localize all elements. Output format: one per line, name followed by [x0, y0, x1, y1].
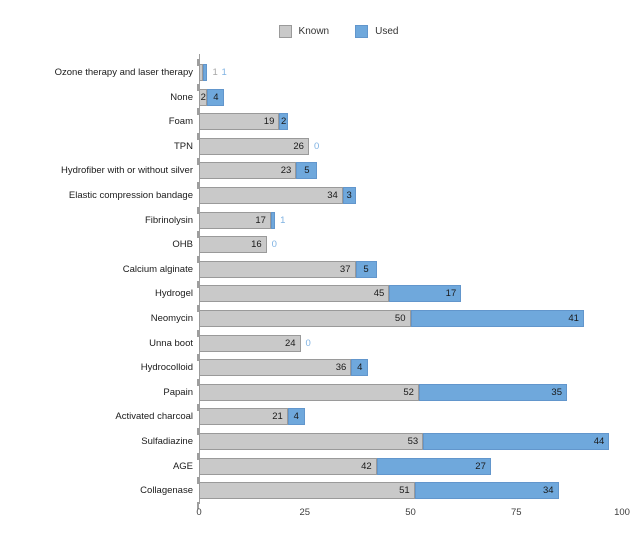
value-label-known: 1 [212, 67, 218, 78]
value-label-used: 4 [293, 411, 299, 423]
legend-item-known [279, 25, 330, 38]
value-label-used: 5 [363, 263, 369, 275]
x-tick-label: 25 [299, 507, 311, 518]
category-label: Elastic compression bandage [68, 190, 193, 201]
value-label-used: 1 [280, 214, 286, 226]
value-label-known: 37 [339, 263, 351, 275]
category-label: Ozone therapy and laser therapy [54, 67, 193, 78]
value-label-known: 21 [272, 411, 283, 423]
value-label-used: 34 [542, 485, 554, 497]
x-tick-label: 50 [405, 507, 416, 518]
legend-used-label: Used [375, 26, 399, 37]
legend-known-swatch-icon [279, 25, 292, 38]
category-label: Collagenase [140, 485, 193, 497]
value-label-known: 16 [251, 239, 262, 251]
category-label: Sulfadiazine [141, 436, 193, 447]
value-label-used: 27 [475, 460, 486, 472]
value-label-used: 3 [346, 190, 352, 201]
value-label-known: 19 [263, 116, 275, 128]
category-label: Hydrogel [154, 288, 193, 300]
value-label-known: 23 [280, 165, 292, 177]
value-label-used: 2 [280, 116, 287, 128]
value-label-known: 51 [399, 485, 410, 497]
value-label-used: 35 [551, 386, 562, 398]
value-label-used: 0 [271, 239, 277, 251]
category-label: Activated charcoal [115, 411, 193, 423]
legend [17, 25, 643, 38]
value-label-known: 50 [394, 313, 406, 324]
value-label-known: 42 [361, 460, 372, 472]
bar-segment-used [203, 64, 207, 81]
category-label: Calcium alginate [122, 263, 193, 275]
value-label-known: 52 [403, 386, 414, 398]
value-label-known: 24 [284, 337, 296, 349]
value-label-known: 26 [293, 140, 304, 152]
value-label-used: 44 [593, 436, 605, 447]
legend-item-used [355, 25, 398, 38]
value-label-known: 34 [327, 190, 338, 201]
value-label-known: 17 [255, 214, 266, 226]
value-label-used: 4 [357, 362, 363, 374]
legend-used-swatch-icon [355, 25, 368, 38]
value-label-used: 17 [445, 288, 457, 300]
category-label: Foam [168, 116, 193, 128]
x-tick-label: 75 [510, 507, 522, 518]
category-label: Hydrofiber with or without silver [61, 165, 193, 177]
value-label-known: 53 [407, 436, 419, 447]
category-label: AGE [172, 460, 193, 472]
x-tick-label: 0 [196, 507, 202, 518]
value-label-used: 1 [221, 67, 227, 78]
category-label: Hydrocolloid [140, 362, 193, 374]
x-tick-label: 100 [614, 507, 630, 518]
value-label-known: 45 [373, 288, 385, 300]
category-label: Neomycin [150, 313, 193, 324]
value-label-used: 41 [568, 313, 579, 324]
category-label: None [170, 91, 193, 103]
value-label-used: 5 [304, 165, 310, 177]
value-label-used: 4 [213, 91, 219, 103]
value-label-known: 2 [200, 91, 206, 103]
legend-known-label: Known [298, 26, 330, 37]
bar-segment-used [271, 212, 275, 229]
category-label: TPN [174, 140, 193, 152]
category-label: Papain [163, 386, 193, 398]
value-label-used: 0 [305, 337, 311, 349]
value-label-known: 36 [335, 362, 347, 374]
value-label-used: 0 [313, 140, 320, 152]
category-label: Fibrinolysin [144, 214, 193, 226]
category-label: Unna boot [149, 337, 193, 349]
category-label: OHB [172, 239, 193, 251]
